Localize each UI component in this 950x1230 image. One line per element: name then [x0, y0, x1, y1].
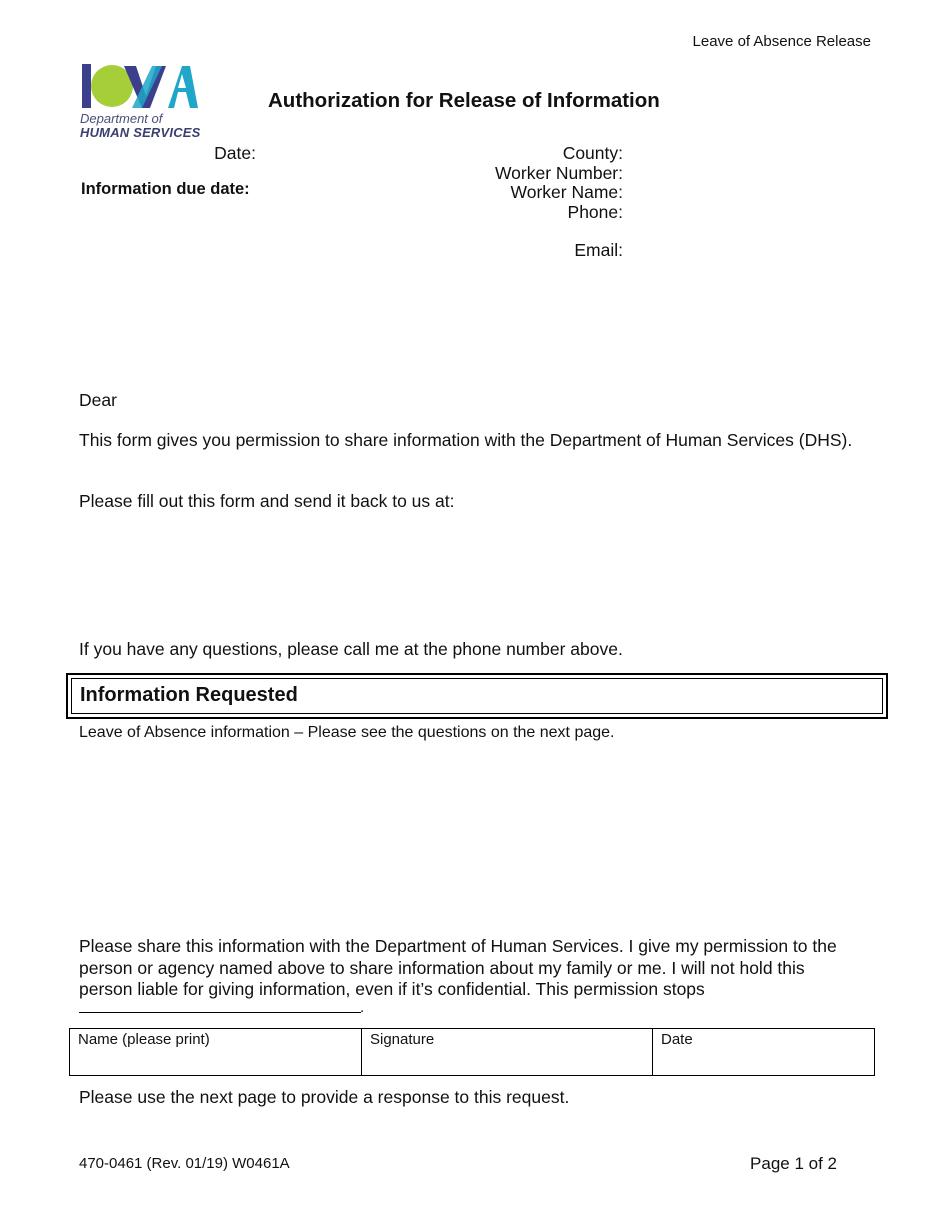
signature-label: Signature [370, 1031, 435, 1048]
signature-field[interactable] [361, 1029, 652, 1075]
worker-info-block [495, 142, 623, 259]
instructions-paragraph: Please fill out this form and send it back to us at: [79, 491, 455, 511]
logo-department-text: Department of [80, 111, 163, 126]
name-print-field[interactable] [70, 1029, 361, 1075]
information-requested-header [66, 673, 888, 719]
county-label: County: [562, 143, 623, 163]
page-title: Authorization for Release of Information [268, 89, 660, 112]
permission-end-punct: . [360, 999, 365, 1016]
permission-paragraph: Please share this information with the Department of Human Services. I give my permission to the person or agency named above to share information about my family or me. I will not hold this person liable for giving information, even if it’s confidential. This permission stops [79, 936, 837, 999]
form-label: Leave of Absence Release [692, 33, 871, 50]
questions-paragraph: If you have any questions, please call me at the phone number above. [79, 639, 623, 659]
information-due-date-label: Information due date: [81, 180, 250, 198]
footer-page-number: Page 1 of 2 [750, 1154, 837, 1173]
worker-number-label: Worker Number: [494, 162, 623, 183]
email-label: Email: [574, 240, 623, 260]
logo-mark [82, 64, 198, 108]
signature-date-field[interactable] [652, 1029, 874, 1075]
signature-date-label: Date [661, 1031, 693, 1048]
logo-human-services-text: HUMAN SERVICES [80, 125, 201, 140]
next-page-note: Please use the next page to provide a response to this request. [79, 1087, 570, 1107]
name-print-label: Name (please print) [78, 1031, 210, 1048]
phone-label: Phone: [567, 201, 623, 222]
information-requested-text: Leave of Absence information – Please see the questions on the next page. [79, 724, 615, 741]
information-requested-heading: Information Requested [71, 678, 883, 714]
salutation: Dear [79, 390, 117, 410]
footer-form-number: 470-0461 (Rev. 01/19) W0461A [79, 1155, 290, 1172]
intro-paragraph: This form gives you permission to share information with the Department of Human Services (DHS). [79, 430, 853, 450]
permission-end-date-blank[interactable] [79, 1000, 361, 1013]
signature-table [69, 1028, 875, 1076]
spacer [495, 220, 623, 239]
worker-name-label: Worker Name: [510, 182, 623, 202]
date-label: Date: [214, 143, 256, 163]
